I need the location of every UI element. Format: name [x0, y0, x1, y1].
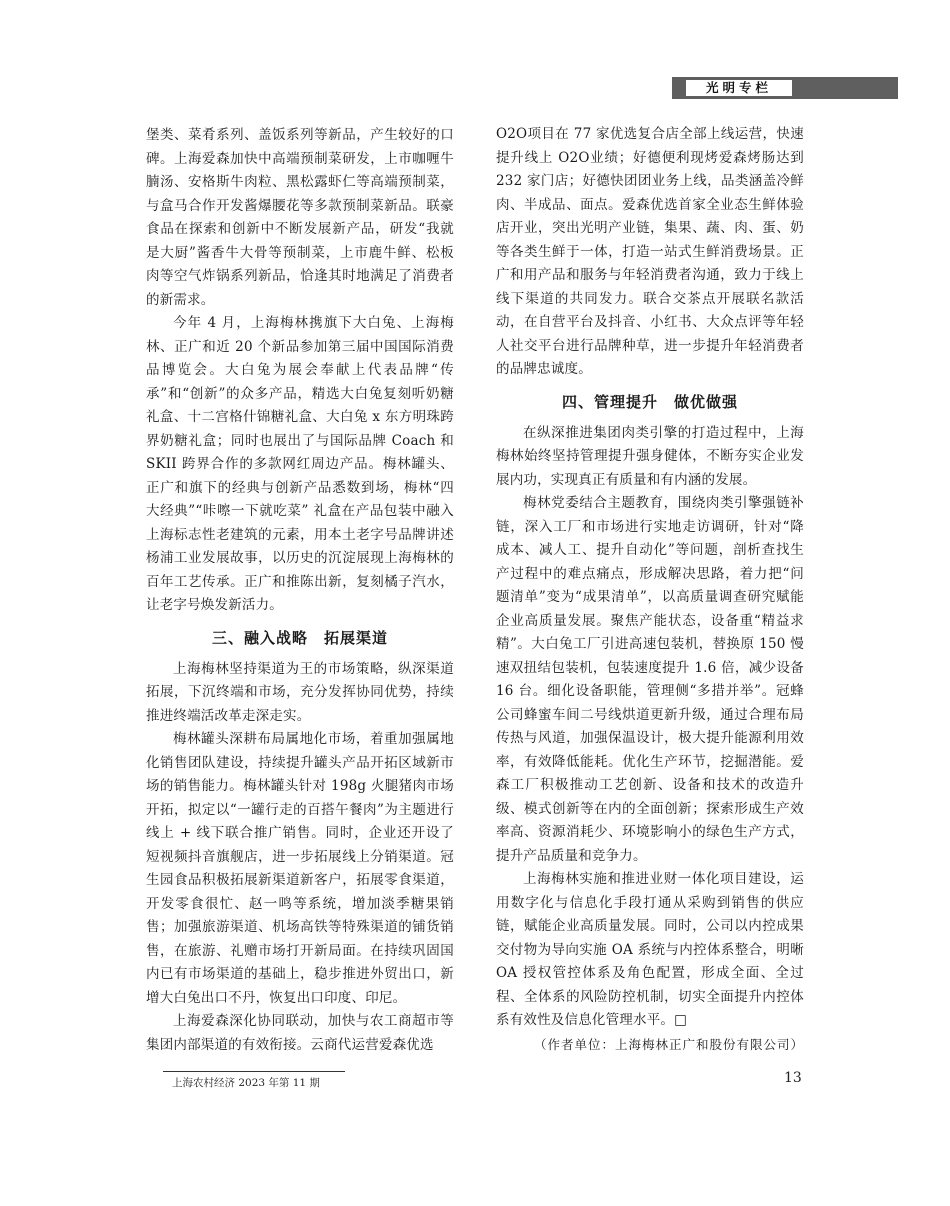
column-tag-banner — [672, 77, 898, 99]
left-paragraph-4: 梅林罐头深耕布局属地化市场，着重加强属地化销售团队建设，持续提升罐头产品开拓区域新市场的销售能力。梅林罐头针对 198g 火腿猪肉市场开拓，拟定以“一罐行走的百搭午餐肉”为主题进行线上 + 线下联合推广销售。同时，企业还开设了短视频抖音旗舰店，进一步拓展线上分销渠道。冠生园食品积极拓展新渠道新客户，拓展零食渠道，开发零食很忙、赵一鸣等系统，增加淡季糖果销售；加强旅游渠道、机场高铁等特殊渠道的铺货销售，在旅游、礼赠市场打开新局面。在持续巩固国内已有市场渠道的基础上，稳步推进外贸出口，新增大白兔出口不丹，恢复出口印度、印尼。 — [146, 731, 454, 1006]
footer-rule — [163, 1071, 345, 1072]
right-paragraph-2: 在纵深推进集团肉类引擎的打造过程中，上海梅林始终坚持管理提升强身健体，不断夯实企业发展内功，实现真正有质量和有内涵的发展。 — [496, 424, 804, 488]
right-paragraph-3: 梅林党委结合主题教育，围绕肉类引擎强链补链，深入工厂和市场进行实地走访调研，针对“降成本、减人工、提升自动化”等问题，剖析查找生产过程中的难点痛点，形成解决思路，着力把“问题清单”变为“成果清单”，以高质量调查研究赋能企业高质量发展。聚焦产能状态，设备重“精益求精”。大白兔工厂引进高速包装机，替换原 150 慢速双扭结包装机，包装速度提升 1.6 倍，减少设备 16 台。细化设备职能，管理侧“多措并举”。冠蜂公司蜂蜜车间二号线烘道更新升级，通过合理布局传热与风道，加强保温设计，极大提升能源利用效率，有效降低能耗。优化生产环节，挖掘潜能。爱森工厂积极推动工艺创新、设备和技术的改造升级、模式创新等在内的全面创新；探索形成生产效率高、资源消耗少、环境影响小的绿色生产方式，提升产品质量和竞争力。 — [496, 495, 804, 864]
section-heading-3: 三、融入战略 拓展渠道 — [211, 628, 388, 647]
footer-journal: 上海农村经济 2023 年第 11 期 — [172, 1077, 320, 1089]
left-paragraph-1: 堡类、菜肴系列、盖饭系列等新品，产生较好的口碑。上海爱森加快中高端预制菜研发，上市咖喱牛腩汤、安格斯牛肉粒、黑松露虾仁等高端预制菜，与盒马合作开发酱爆腰花等多款预制菜新品。联豪食品在探索和创新中不断发展新产品，研发“我就是大厨”酱香牛大骨等预制菜，上市鹿牛鲜、松板肉等空气炸锅系列新品，恰逢其时地满足了消费者的新需求。 — [146, 127, 454, 308]
left-column — [146, 124, 454, 1057]
left-paragraph-2: 今年 4 月，上海梅林携旗下大白兔、上海梅林、正广和近 20 个新品参加第三届中国国际消费品博览会。大白兔为展会奉献上代表品牌“传承”和“创新”的众多产品，精选大白兔复刻听奶糖礼盒、十二宫格什锦糖礼盒、大白兔 x 东方明珠跨界奶糖礼盒；同时也展出了与国际品牌 Coach 和 SKII 跨界合作的多款网红周边产品。梅林罐头、正广和旗下的经典与创新产品悉数到场，梅林“四大经典”“咔嚓一下就吃菜” 礼盒在产品包装中融入上海标志性老建筑的元素，用本土老字号品牌讲述杨浦工业发展故事，以历史的沉淀展现上海梅林的百年工艺传承。正广和推陈出新，复刻橘子汽水，让老字号焕发新活力。 — [146, 315, 454, 613]
right-column — [496, 123, 804, 1056]
left-paragraph-5: 上海爱森深化协同联动，加快与农工商超市等集团内部渠道的有效衔接。云商代运营爱森优选 — [146, 1013, 454, 1053]
right-paragraph-1: O2O项目在 77 家优选复合店全部上线运营，快速提升线上 O2O业绩；好德便利现烤爱森烤肠达到 232 家门店；好德快团团业务上线，品类涵盖冷鲜肉、半成品、面点。爱森优选首家全业态生鲜体验店开业，突出光明产业链，集果、蔬、肉、蛋、奶等各类生鲜于一体，打造一站式生鲜消费场景。正广和用产品和服务与年轻消费者沟通，致力于线上线下渠道的共同发力。联合交茶点开展联名款活动，在自营平台及抖音、小红书、大众点评等年轻人社交平台进行品牌种草，进一步提升年轻消费者的品牌忠诚度。 — [496, 126, 804, 377]
column-tag-label: 光明专栏 — [686, 80, 792, 96]
section-heading-4: 四、管理提升 做优做强 — [561, 392, 738, 411]
right-paragraph-4: 上海梅林实施和推进业财一体化项目建设，运用数字化与信息化手段打通从采购到销售的供应链，赋能企业高质量发展。同时，公司以内控成果交付物为导向实施 OA 系统与内控体系整合，明晰 OA 授权管控体系及角色配置，形成全面、全过程、全体系的风险防控机制，切实全面提升内控体系有效性及信息化管理水平。□ — [496, 871, 804, 1028]
page-number: 13 — [784, 1070, 802, 1086]
author-affiliation: （作者单位：上海梅林正广和股份有限公司） — [533, 1036, 804, 1052]
left-paragraph-3: 上海梅林坚持渠道为王的市场策略，纵深渠道拓展，下沉终端和市场，充分发挥协同优势，持续推进终端活改革走深走实。 — [146, 660, 454, 724]
